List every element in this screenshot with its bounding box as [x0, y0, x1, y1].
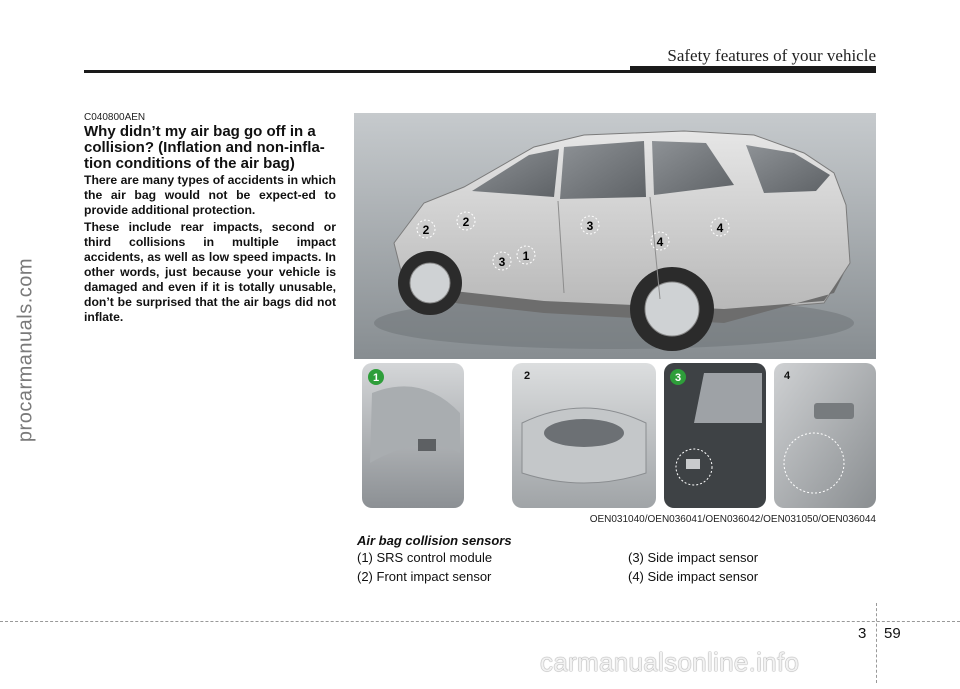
- inset-label: 4: [784, 370, 791, 382]
- inset-label: 2: [524, 370, 531, 382]
- footer-rule: [0, 621, 960, 622]
- caption-item: (2) Front impact sensor: [357, 569, 492, 584]
- header-title: Safety features of your vehicle: [667, 46, 876, 65]
- caption-item: (4) Side impact sensor: [628, 569, 759, 584]
- caption-item: (1) SRS control module: [357, 550, 493, 565]
- side-watermark: [6, 150, 46, 550]
- caption-title: Air bag collision sensors: [357, 533, 512, 548]
- inset-photo: [664, 363, 766, 508]
- inset-photo: [512, 363, 656, 508]
- inset-label: 3: [674, 372, 682, 384]
- page-divider: [876, 603, 877, 683]
- marker-label: 3: [498, 255, 506, 269]
- inset-photo: [362, 363, 464, 508]
- inset-photo: [774, 363, 876, 508]
- marker-label: 1: [522, 249, 530, 263]
- side-watermark-text: procarmanuals.com: [14, 257, 37, 443]
- caption-item: (3) Side impact sensor: [628, 550, 759, 565]
- inset-label: 1: [372, 372, 380, 384]
- marker-label: 4: [656, 235, 664, 249]
- page-number: 59: [884, 625, 901, 642]
- marker-label: 3: [586, 219, 594, 233]
- marker-label: 2: [422, 223, 430, 237]
- section-heading: Why didn’t my air bag go off in a collision? (Inflation and non-infla-tion conditions of the air bag): [84, 123, 325, 172]
- vehicle-illustration: [354, 113, 876, 359]
- paragraph: There are many types of accidents in which the air bag would not be expect-ed to provide additional protection.: [84, 173, 336, 217]
- header-rule-accent: [630, 66, 876, 71]
- marker-label: 4: [716, 221, 724, 235]
- marker-label: 2: [462, 215, 470, 229]
- section-code: C040800AEN: [84, 112, 146, 123]
- bottom-watermark: carmanualsonline.info: [540, 647, 800, 677]
- figure-code: OEN031040/OEN036041/OEN036042/OEN031050/OEN036044: [589, 514, 876, 525]
- chapter-number: 3: [858, 625, 867, 642]
- paragraph: These include rear impacts, second or third collisions in multiple impact accidents, as well as low speed impacts. In other words, just because your vehicle is damaged and even if it is totally unusable, don’t be surprised that the air bags did not inflate.: [84, 220, 336, 324]
